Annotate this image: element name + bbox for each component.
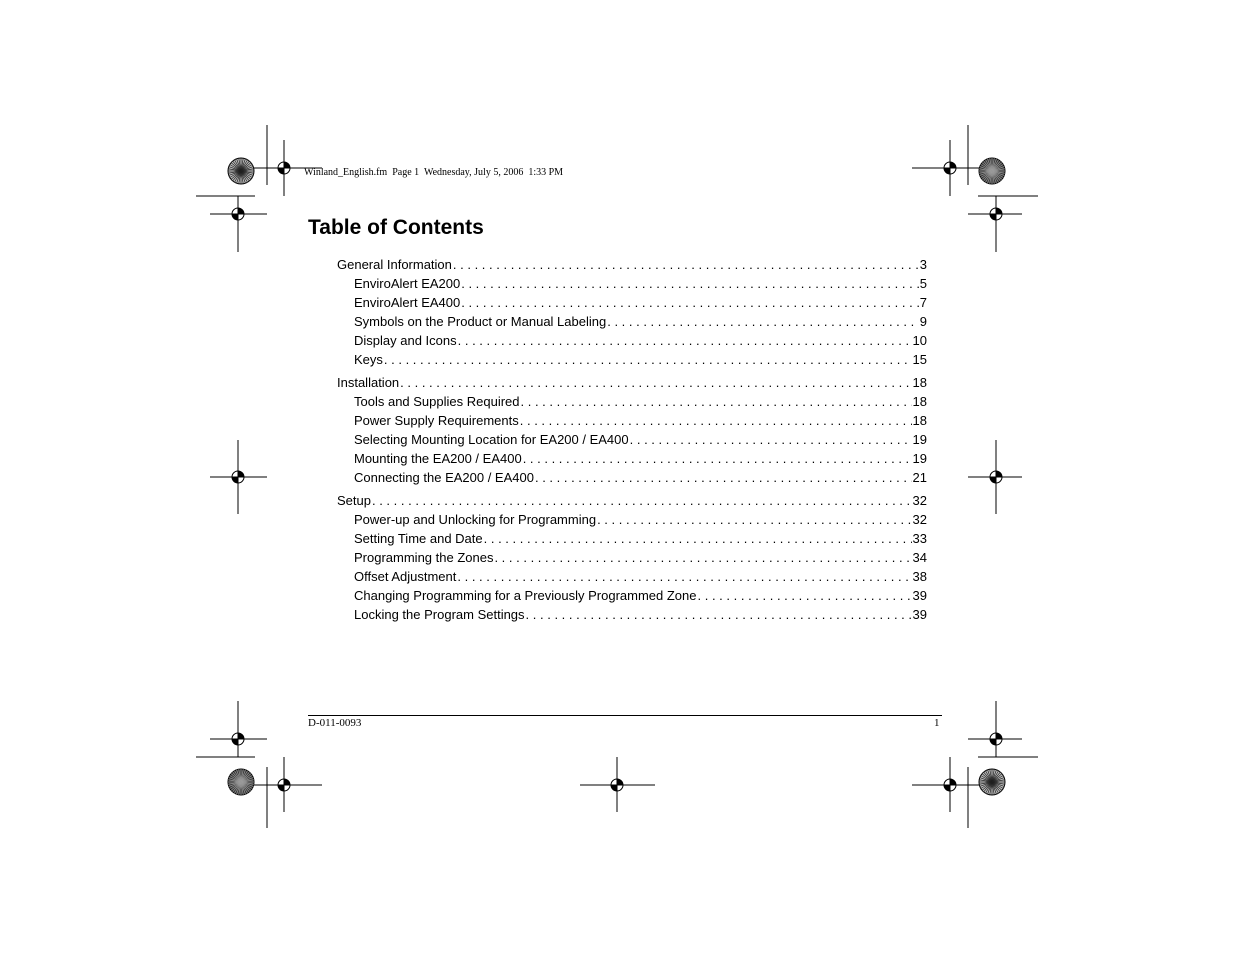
registration-target-icon [938, 156, 962, 180]
toc-leader [372, 491, 912, 510]
page-title: Table of Contents [308, 216, 484, 239]
toc-entry-label: Offset Adjustment [354, 569, 457, 584]
registration-target-icon [226, 465, 250, 489]
toc-leader [494, 548, 911, 567]
footer-rule [308, 715, 942, 716]
toc-subentry[interactable] [337, 548, 927, 567]
toc-section [337, 255, 927, 369]
toc-subentry[interactable] [337, 529, 927, 548]
toc-entry-page: 39 [912, 588, 927, 603]
registration-target-icon [984, 202, 1008, 226]
toc-subentry[interactable] [337, 586, 927, 605]
toc-leader [630, 430, 912, 449]
toc-subentry[interactable] [337, 312, 927, 331]
toc-leader [461, 274, 919, 293]
toc-leader [457, 567, 911, 586]
toc-entry-page: 18 [912, 394, 927, 409]
toc-leader [520, 411, 912, 430]
registration-target-icon [272, 156, 296, 180]
toc-entry-label: Setup [337, 493, 371, 508]
registration-target-icon [226, 727, 250, 751]
toc-entry-label: Symbols on the Product or Manual Labeling [354, 314, 607, 329]
toc-entry-page: 32 [912, 493, 927, 508]
registration-target-icon [984, 465, 1008, 489]
registration-target-icon [984, 727, 1008, 751]
starburst-target-icon [979, 769, 1005, 795]
toc-entry-page: 34 [912, 550, 927, 565]
toc-entry-label: Keys [354, 352, 383, 367]
toc-entry-page: 32 [912, 512, 927, 527]
toc-entry-label: Installation [337, 375, 400, 390]
toc-entry-label: Display and Icons [354, 333, 457, 348]
toc-entry-label: EnviroAlert EA200 [354, 276, 461, 291]
toc-subentry[interactable] [337, 350, 927, 369]
toc-entry-page: 19 [912, 432, 927, 447]
toc-entry-label: Selecting Mounting Location for EA200 / EA400 [354, 432, 629, 447]
toc-leader [607, 312, 919, 331]
toc-entry-page: 9 [919, 314, 927, 329]
registration-target-icon [605, 773, 629, 797]
toc-leader [384, 350, 912, 369]
toc-entry-label: General Information [337, 257, 452, 272]
toc-entry-page: 33 [912, 531, 927, 546]
toc-subentry[interactable] [337, 605, 927, 624]
toc-entry-page: 21 [912, 470, 927, 485]
toc-entry-label: EnviroAlert EA400 [354, 295, 461, 310]
toc-entry-label: Power Supply Requirements [354, 413, 519, 428]
toc-entry-page: 19 [912, 451, 927, 466]
toc-entry-label: Locking the Program Settings [354, 607, 525, 622]
toc-leader [484, 529, 912, 548]
toc-entry-page: 18 [912, 413, 927, 428]
toc-leader [400, 373, 911, 392]
toc-leader [698, 586, 912, 605]
toc-entry-label: Changing Programming for a Previously Programmed Zone [354, 588, 697, 603]
toc-subentry[interactable] [337, 449, 927, 468]
toc-leader [521, 392, 912, 411]
footer-page-number: 1 [934, 717, 940, 729]
toc-entry[interactable] [337, 491, 927, 510]
header-stamp: Winland_English.fm Page 1 Wednesday, July 5, 2006 1:33 PM [304, 167, 564, 178]
toc-entry-page: 5 [919, 276, 927, 291]
table-of-contents [337, 255, 927, 628]
toc-entry-label: Tools and Supplies Required [354, 394, 520, 409]
toc-entry[interactable] [337, 373, 927, 392]
toc-subentry[interactable] [337, 293, 927, 312]
toc-leader [535, 468, 912, 487]
toc-subentry[interactable] [337, 510, 927, 529]
toc-subentry[interactable] [337, 331, 927, 350]
starburst-target-icon [228, 158, 254, 184]
toc-entry[interactable] [337, 255, 927, 274]
footer-doc-number: D-011-0093 [308, 717, 362, 729]
registration-target-icon [226, 202, 250, 226]
registration-target-icon [272, 773, 296, 797]
toc-entry-label: Connecting the EA200 / EA400 [354, 470, 534, 485]
starburst-target-icon [979, 158, 1005, 184]
toc-entry-label: Mounting the EA200 / EA400 [354, 451, 522, 466]
toc-section [337, 491, 927, 624]
registration-target-icon [938, 773, 962, 797]
toc-leader [597, 510, 911, 529]
toc-entry-page: 18 [912, 375, 927, 390]
toc-subentry[interactable] [337, 411, 927, 430]
toc-leader [453, 255, 919, 274]
toc-entry-label: Power-up and Unlocking for Programming [354, 512, 597, 527]
toc-leader [458, 331, 912, 350]
starburst-target-icon [228, 769, 254, 795]
toc-entry-page: 3 [919, 257, 927, 272]
toc-entry-page: 7 [919, 295, 927, 310]
toc-subentry[interactable] [337, 430, 927, 449]
toc-entry-label: Setting Time and Date [354, 531, 483, 546]
toc-leader [461, 293, 919, 312]
toc-subentry[interactable] [337, 468, 927, 487]
toc-entry-page: 10 [912, 333, 927, 348]
toc-entry-label: Programming the Zones [354, 550, 494, 565]
toc-leader [523, 449, 912, 468]
toc-entry-page: 15 [912, 352, 927, 367]
toc-section [337, 373, 927, 487]
toc-entry-page: 39 [912, 607, 927, 622]
toc-subentry[interactable] [337, 567, 927, 586]
toc-subentry[interactable] [337, 392, 927, 411]
toc-subentry[interactable] [337, 274, 927, 293]
toc-entry-page: 38 [912, 569, 927, 584]
toc-leader [526, 605, 912, 624]
